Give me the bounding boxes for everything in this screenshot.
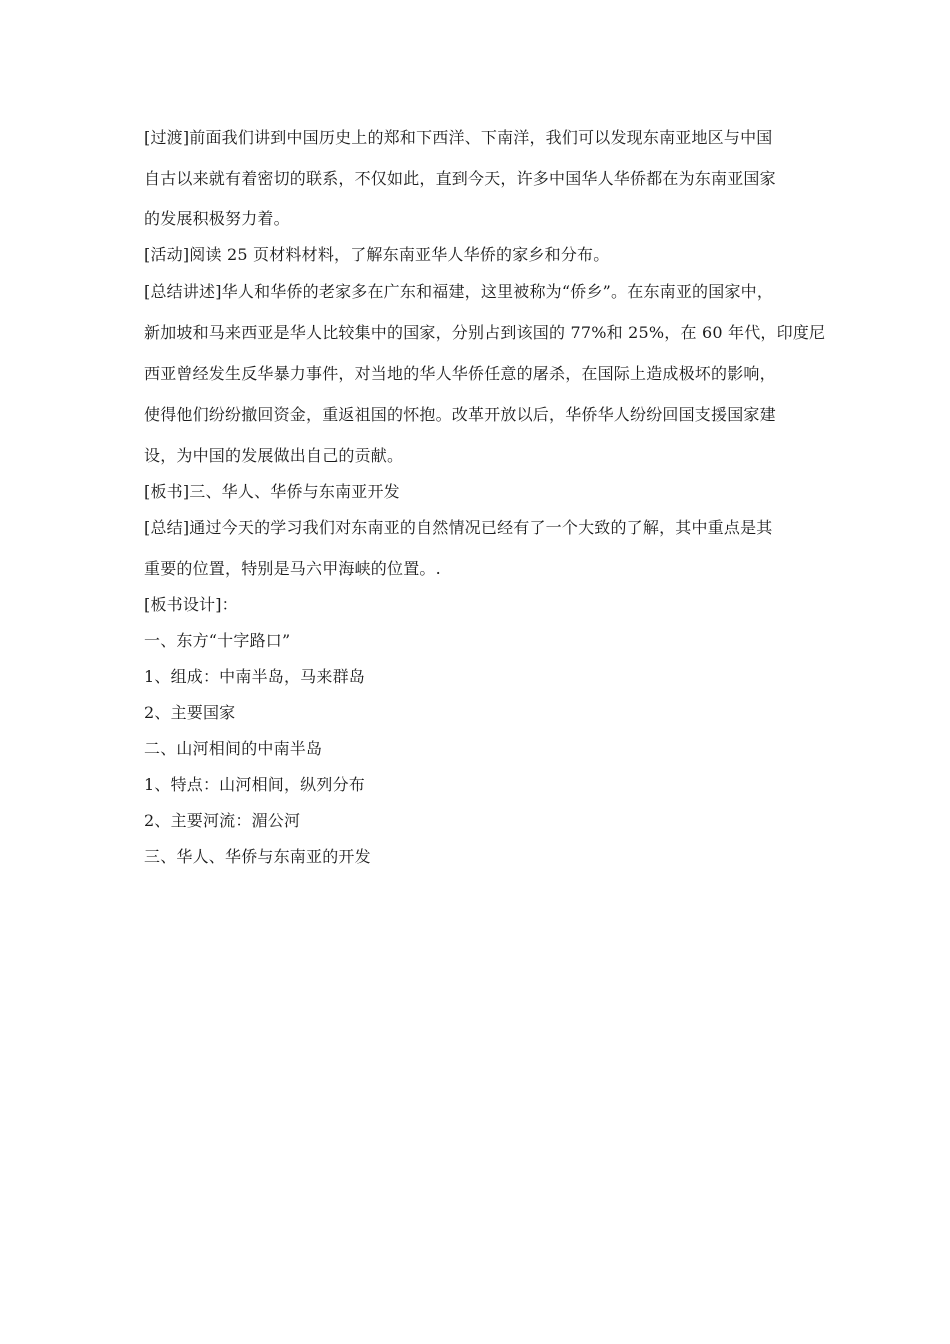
- board-design-item: 1、组成：中南半岛，马来群岛: [144, 667, 365, 686]
- board-design-item: 2、主要河流：湄公河: [144, 811, 301, 830]
- board-design-item: 一、东方“十字路口”: [144, 631, 291, 650]
- transition-line-2: 自古以来就有着密切的联系，不仅如此，直到今天，许多中国华人华侨都在为东南亚国家: [144, 169, 776, 188]
- board-design-item: 2、主要国家: [144, 703, 236, 722]
- conclusion-line-1: [总结]通过今天的学习我们对东南亚的自然情况已经有了一个大致的了解，其中重点是其: [144, 518, 773, 537]
- summary-narration-line-2: 新加坡和马来西亚是华人比较集中的国家，分别占到该国的 77%和 25%，在 60 年代，印度尼: [144, 323, 826, 342]
- board-design-item: 二、山河相间的中南半岛: [144, 739, 323, 758]
- summary-narration-line-3: 西亚曾经发生反华暴力事件，对当地的华人华侨任意的屠杀，在国际上造成极坏的影响，: [144, 364, 776, 383]
- transition-line-1: [过渡]前面我们讲到中国历史上的郑和下西洋、下南洋，我们可以发现东南亚地区与中国: [144, 128, 773, 147]
- summary-narration-line-1: [总结讲述]华人和华侨的老家多在广东和福建，这里被称为“侨乡”。在东南亚的国家中，: [144, 282, 774, 301]
- board-note-line: [板书]三、华人、华侨与东南亚开发: [144, 482, 400, 501]
- activity-line: [活动]阅读 25 页材料材料，了解东南亚华人华侨的家乡和分布。: [144, 245, 610, 264]
- summary-narration-line-5: 设，为中国的发展做出自己的贡献。: [144, 446, 404, 465]
- summary-narration-line-4: 使得他们纷纷撤回资金，重返祖国的怀抱。改革开放以后，华侨华人纷纷回国支援国家建: [144, 405, 776, 424]
- conclusion-line-2: 重要的位置，特别是马六甲海峡的位置。.: [144, 559, 441, 578]
- board-design-item: 三、华人、华侨与东南亚的开发: [144, 847, 371, 866]
- transition-line-3: 的发展积极努力着。: [144, 209, 290, 228]
- board-design-item: 1、特点：山河相间，纵列分布: [144, 775, 365, 794]
- board-design-heading: [板书设计]：: [144, 595, 238, 614]
